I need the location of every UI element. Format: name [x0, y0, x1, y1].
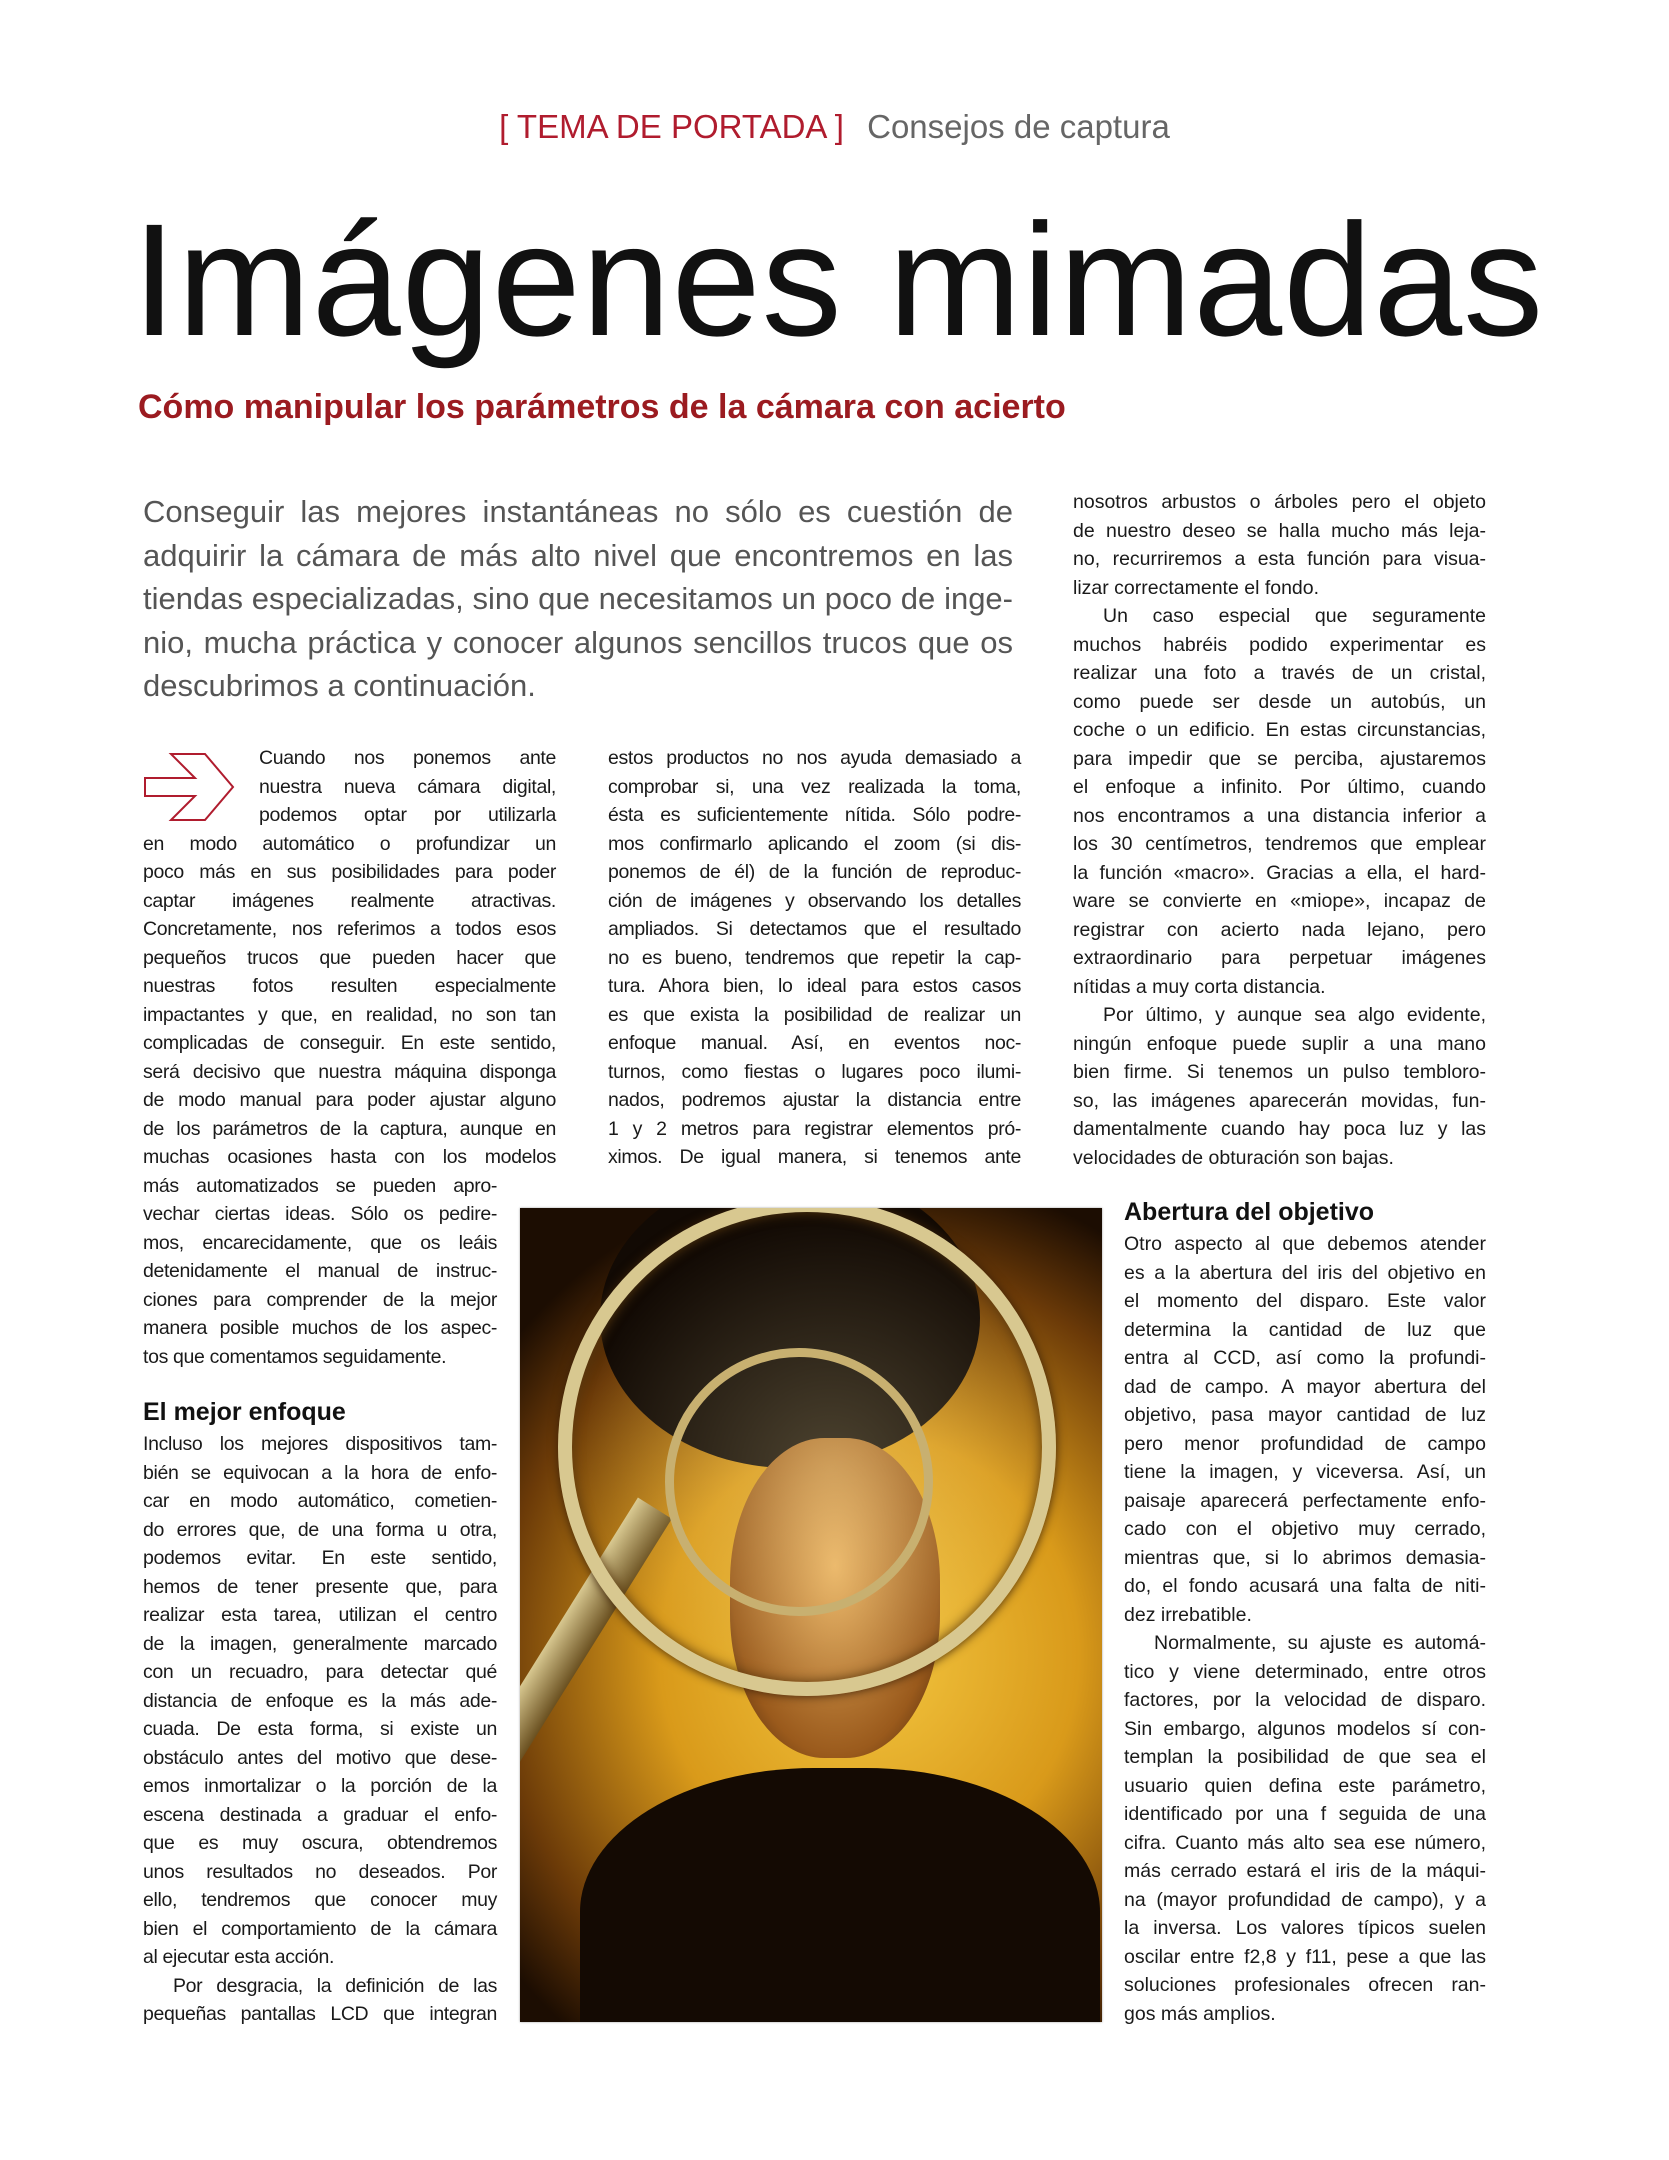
text-line: damentalmente cuando hay poca luz y las	[1073, 1118, 1486, 1140]
text-line: complicadas de conseguir. En este sentido,	[143, 1032, 556, 1054]
text-line: factores, por la velocidad de disparo.	[1124, 1689, 1486, 1711]
text-line: Cuando nos ponemos ante	[259, 747, 556, 769]
text-line: pequeñas pantallas LCD que integran	[143, 2003, 497, 2025]
magnifier-inner-lens	[665, 1348, 933, 1616]
text-line: en modo automático o profundizar un	[143, 832, 556, 855]
text-line: escena destinada a graduar el enfo-	[143, 1803, 497, 1826]
text-line: ponemos de él) de la función de reproduc-	[608, 861, 1021, 883]
subsection-label: Consejos de captura	[867, 108, 1170, 145]
text-line: de los parámetros de la captura, aunque en	[143, 1117, 556, 1140]
text-line: cuada. De esta forma, si existe un	[143, 1718, 497, 1740]
text-line: Normalmente, su ajuste es automá-	[1154, 1632, 1486, 1654]
text-line: nítidas a muy corta distancia.	[1073, 975, 1326, 998]
column-2	[608, 744, 1021, 1172]
text-line: Por desgracia, la definición de las	[173, 1974, 497, 1997]
text-line: más cerrado estará el iris de la máqui-	[1124, 1860, 1486, 1882]
text-line: lizar correctamente el fondo.	[1073, 576, 1320, 599]
text-line: determina la cantidad de luz que	[1124, 1318, 1486, 1341]
text-line: no, recurriremos a esta función para visua-	[1073, 548, 1486, 570]
article-title: Imágenes mimadas	[132, 190, 1545, 369]
text-line: Incluso los mejores dispositivos tam-	[143, 1433, 497, 1455]
text-line: na (mayor profundidad de campo), y a	[1124, 1888, 1486, 1911]
text-line: tiendas especializadas, sino que necesitamos un poco de inge-	[143, 581, 1013, 616]
text-line: detenidamente el manual de instruc-	[143, 1260, 497, 1282]
text-line: los 30 centímetros, tendremos que emplear	[1073, 833, 1486, 855]
text-line: enfoque manual. Así, en eventos noc-	[608, 1032, 1021, 1054]
text-line: bien firme. Si tenemos un pulso tembloro-	[1073, 1061, 1486, 1083]
text-line: hemos de tener presente que, para	[143, 1575, 497, 1598]
text-line: distancia de enfoque es la más ade-	[143, 1689, 497, 1712]
text-line: como puede ser desde un autobús, un	[1073, 690, 1486, 713]
text-line: unos resultados no deseados. Por	[143, 1860, 497, 1883]
text-line: nos encontramos a una distancia inferior a	[1073, 804, 1486, 827]
text-line: dez irrebatible.	[1124, 1603, 1252, 1626]
text-line: realizar una foto a través de un cristal,	[1073, 662, 1486, 684]
text-line: ware se convierte en «miope», incapaz de	[1073, 890, 1486, 912]
text-line: que es muy oscura, obtendremos	[143, 1832, 497, 1854]
text-line: oscilar entre f2,8 y f11, pese a que las	[1124, 1945, 1486, 1968]
text-line: soluciones profesionales ofrecen ran-	[1124, 1974, 1486, 1996]
text-line: de la imagen, generalmente marcado	[143, 1632, 497, 1655]
text-line: el enfoque a infinito. Por último, cuando	[1073, 776, 1486, 798]
text-line: más automatizados se pueden apro-	[143, 1174, 497, 1197]
text-line: ciones para comprender de la mejor	[143, 1288, 497, 1311]
text-line: Sin embargo, algunos modelos sí con-	[1124, 1717, 1486, 1740]
text-line: realizar esta tarea, utilizan el centro	[143, 1604, 497, 1626]
text-line: descubrimos a continuación.	[143, 668, 536, 703]
section-label: [ TEMA DE PORTADA ]	[499, 108, 844, 145]
text-line: so, las imágenes aparecerán movidas, fun-	[1073, 1089, 1486, 1112]
text-line: obstáculo antes del motivo que dese-	[143, 1746, 497, 1769]
text-line: captar imágenes realmente atractivas.	[143, 889, 556, 912]
column-3-top	[1073, 488, 1486, 1172]
text-line: es a la abertura del iris del objetivo en	[1124, 1261, 1486, 1284]
text-line: de nuestro deseo se halla mucho más leja-	[1073, 519, 1486, 542]
text-line: extraordinario para perpetuar imágenes	[1073, 947, 1486, 969]
text-line: Por último, y aunque sea algo evidente,	[1103, 1004, 1486, 1026]
text-line: con un recuadro, para detectar qué	[143, 1661, 497, 1683]
article-subtitle: Cómo manipular los parámetros de la cámara con acierto	[138, 388, 1066, 426]
photo-man-with-magnifying-glass	[520, 1208, 1102, 2022]
column-3-abertura	[1124, 1230, 1486, 2028]
text-line: nuestra nueva cámara digital,	[259, 775, 556, 798]
text-line: car en modo automático, cometien-	[143, 1490, 497, 1512]
text-line: entra al CCD, así como la profundi-	[1124, 1347, 1486, 1369]
text-line: Conseguir las mejores instantáneas no sólo es cuestión de	[143, 494, 1013, 529]
text-line: al ejecutar esta acción.	[143, 1946, 335, 1968]
text-line: ximos. De igual manera, si tenemos ante	[608, 1146, 1021, 1168]
text-line: pero menor profundidad de campo	[1124, 1432, 1486, 1455]
article-intro	[143, 490, 1013, 708]
column-1-bottom	[143, 1172, 497, 1372]
text-line: nados, podremos ajustar la distancia entre	[608, 1089, 1021, 1111]
text-line: muchas ocasiones hasta con los modelos	[143, 1146, 556, 1168]
text-line: cifra. Cuanto más alto sea ese número,	[1124, 1831, 1486, 1854]
text-line: usuario quien defina este parámetro,	[1124, 1774, 1486, 1797]
text-line: gos más amplios.	[1124, 2002, 1276, 2025]
text-line: do errores que, de una forma u otra,	[143, 1518, 497, 1541]
text-line: ningún enfoque puede suplir a una mano	[1073, 1032, 1486, 1055]
text-line: dad de campo. A mayor abertura del	[1124, 1375, 1486, 1398]
text-line: de modo manual para poder ajustar alguno	[143, 1089, 556, 1111]
text-line: coche o un edificio. En estas circunstancias,	[1073, 719, 1486, 741]
text-line: podemos optar por utilizarla	[259, 804, 556, 826]
text-line: registrar con acierto nada lejano, pero	[1073, 918, 1486, 941]
text-line: velocidades de obturación son bajas.	[1073, 1146, 1394, 1169]
text-line: el momento del disparo. Este valor	[1124, 1290, 1486, 1312]
text-line: nio, mucha práctica y conocer algunos sencillos trucos que os	[143, 624, 1013, 660]
text-line: mos confirmarlo aplicando el zoom (si dis-	[608, 832, 1021, 855]
text-line: paisaje aparecerá perfectamente enfo-	[1124, 1489, 1486, 1512]
heading-abertura-objetivo: Abertura del objetivo	[1124, 1198, 1375, 1226]
text-line: comprobar si, una vez realizada la toma,	[608, 775, 1021, 798]
text-line: turnos, como fiestas o lugares poco ilumi-	[608, 1060, 1021, 1083]
text-line: templan la posibilidad de que sea el	[1124, 1746, 1486, 1768]
heading-mejor-enfoque: El mejor enfoque	[143, 1398, 346, 1426]
text-line: ello, tendremos que conocer muy	[143, 1889, 497, 1911]
text-line: mos, encarecidamente, que os leáis	[143, 1231, 497, 1254]
text-line: adquirir la cámara de más alto nivel que encontremos en las	[143, 537, 1013, 573]
text-line: no es bueno, tendremos que repetir la cap-	[608, 946, 1021, 969]
text-line: Concretamente, nos referimos a todos esos	[143, 918, 556, 940]
text-line: cado con el objetivo muy cerrado,	[1124, 1518, 1486, 1540]
text-line: do, el fondo acusará una falta de niti-	[1124, 1575, 1486, 1597]
column-1-top	[143, 744, 556, 1172]
section-header	[0, 108, 1669, 146]
text-line: objetivo, pasa mayor cantidad de luz	[1124, 1404, 1486, 1426]
text-line: tico y viene determinado, entre otros	[1124, 1660, 1486, 1683]
photo-shoulders	[580, 1768, 1100, 2022]
text-line: bien el comportamiento de la cámara	[143, 1917, 497, 1940]
text-line: tura. Ahora bien, lo ideal para estos casos	[608, 975, 1021, 997]
text-line: tos que comentamos seguidamente.	[143, 1345, 447, 1368]
text-line: la inversa. Los valores típicos suelen	[1124, 1917, 1486, 1939]
text-line: tiene la imagen, y viceversa. Así, un	[1124, 1461, 1486, 1483]
text-line: pequeños trucos que pueden hacer que	[143, 946, 556, 969]
text-line: vechar ciertas ideas. Sólo os pedire-	[143, 1203, 497, 1225]
text-line: mientras que, si lo abrimos demasia-	[1124, 1546, 1486, 1569]
text-line: impactantes y que, en realidad, no son tan	[143, 1003, 556, 1026]
text-line: podemos evitar. En este sentido,	[143, 1547, 497, 1569]
text-line: estos productos no nos ayuda demasiado a	[608, 747, 1021, 769]
text-line: será decisivo que nuestra máquina disponga	[143, 1060, 556, 1083]
text-line: Un caso especial que seguramente	[1103, 605, 1486, 627]
text-line: ción de imágenes y observando los detalles	[608, 889, 1021, 912]
text-line: emos inmortalizar o la porción de la	[143, 1775, 497, 1797]
text-line: 1 y 2 metros para registrar elementos pró-	[608, 1117, 1021, 1140]
text-line: para impedir que se perciba, ajustaremos	[1073, 747, 1486, 770]
text-line: identificado por una f seguida de una	[1124, 1803, 1486, 1825]
text-line: Otro aspecto al que debemos atender	[1124, 1233, 1486, 1255]
text-line: muchos habréis podido experimentar es	[1073, 633, 1486, 656]
text-line: bién se equivocan a la hora de enfo-	[143, 1461, 497, 1484]
text-line: nosotros arbustos o árboles pero el objeto	[1073, 491, 1486, 513]
text-line: nuestras fotos resulten especialmente	[143, 975, 556, 997]
text-line: la función «macro». Gracias a ella, el hard-	[1073, 861, 1486, 884]
text-line: poco más en sus posibilidades para poder	[143, 861, 556, 883]
text-line: manera posible muchos de los aspec-	[143, 1317, 497, 1339]
column-1-enfoque	[143, 1430, 497, 2029]
text-line: ésta es suficientemente nítida. Sólo podre-	[608, 804, 1021, 826]
text-line: ampliados. Si detectamos que el resultado	[608, 918, 1021, 940]
text-line: es que exista la posibilidad de realizar un	[608, 1003, 1021, 1026]
